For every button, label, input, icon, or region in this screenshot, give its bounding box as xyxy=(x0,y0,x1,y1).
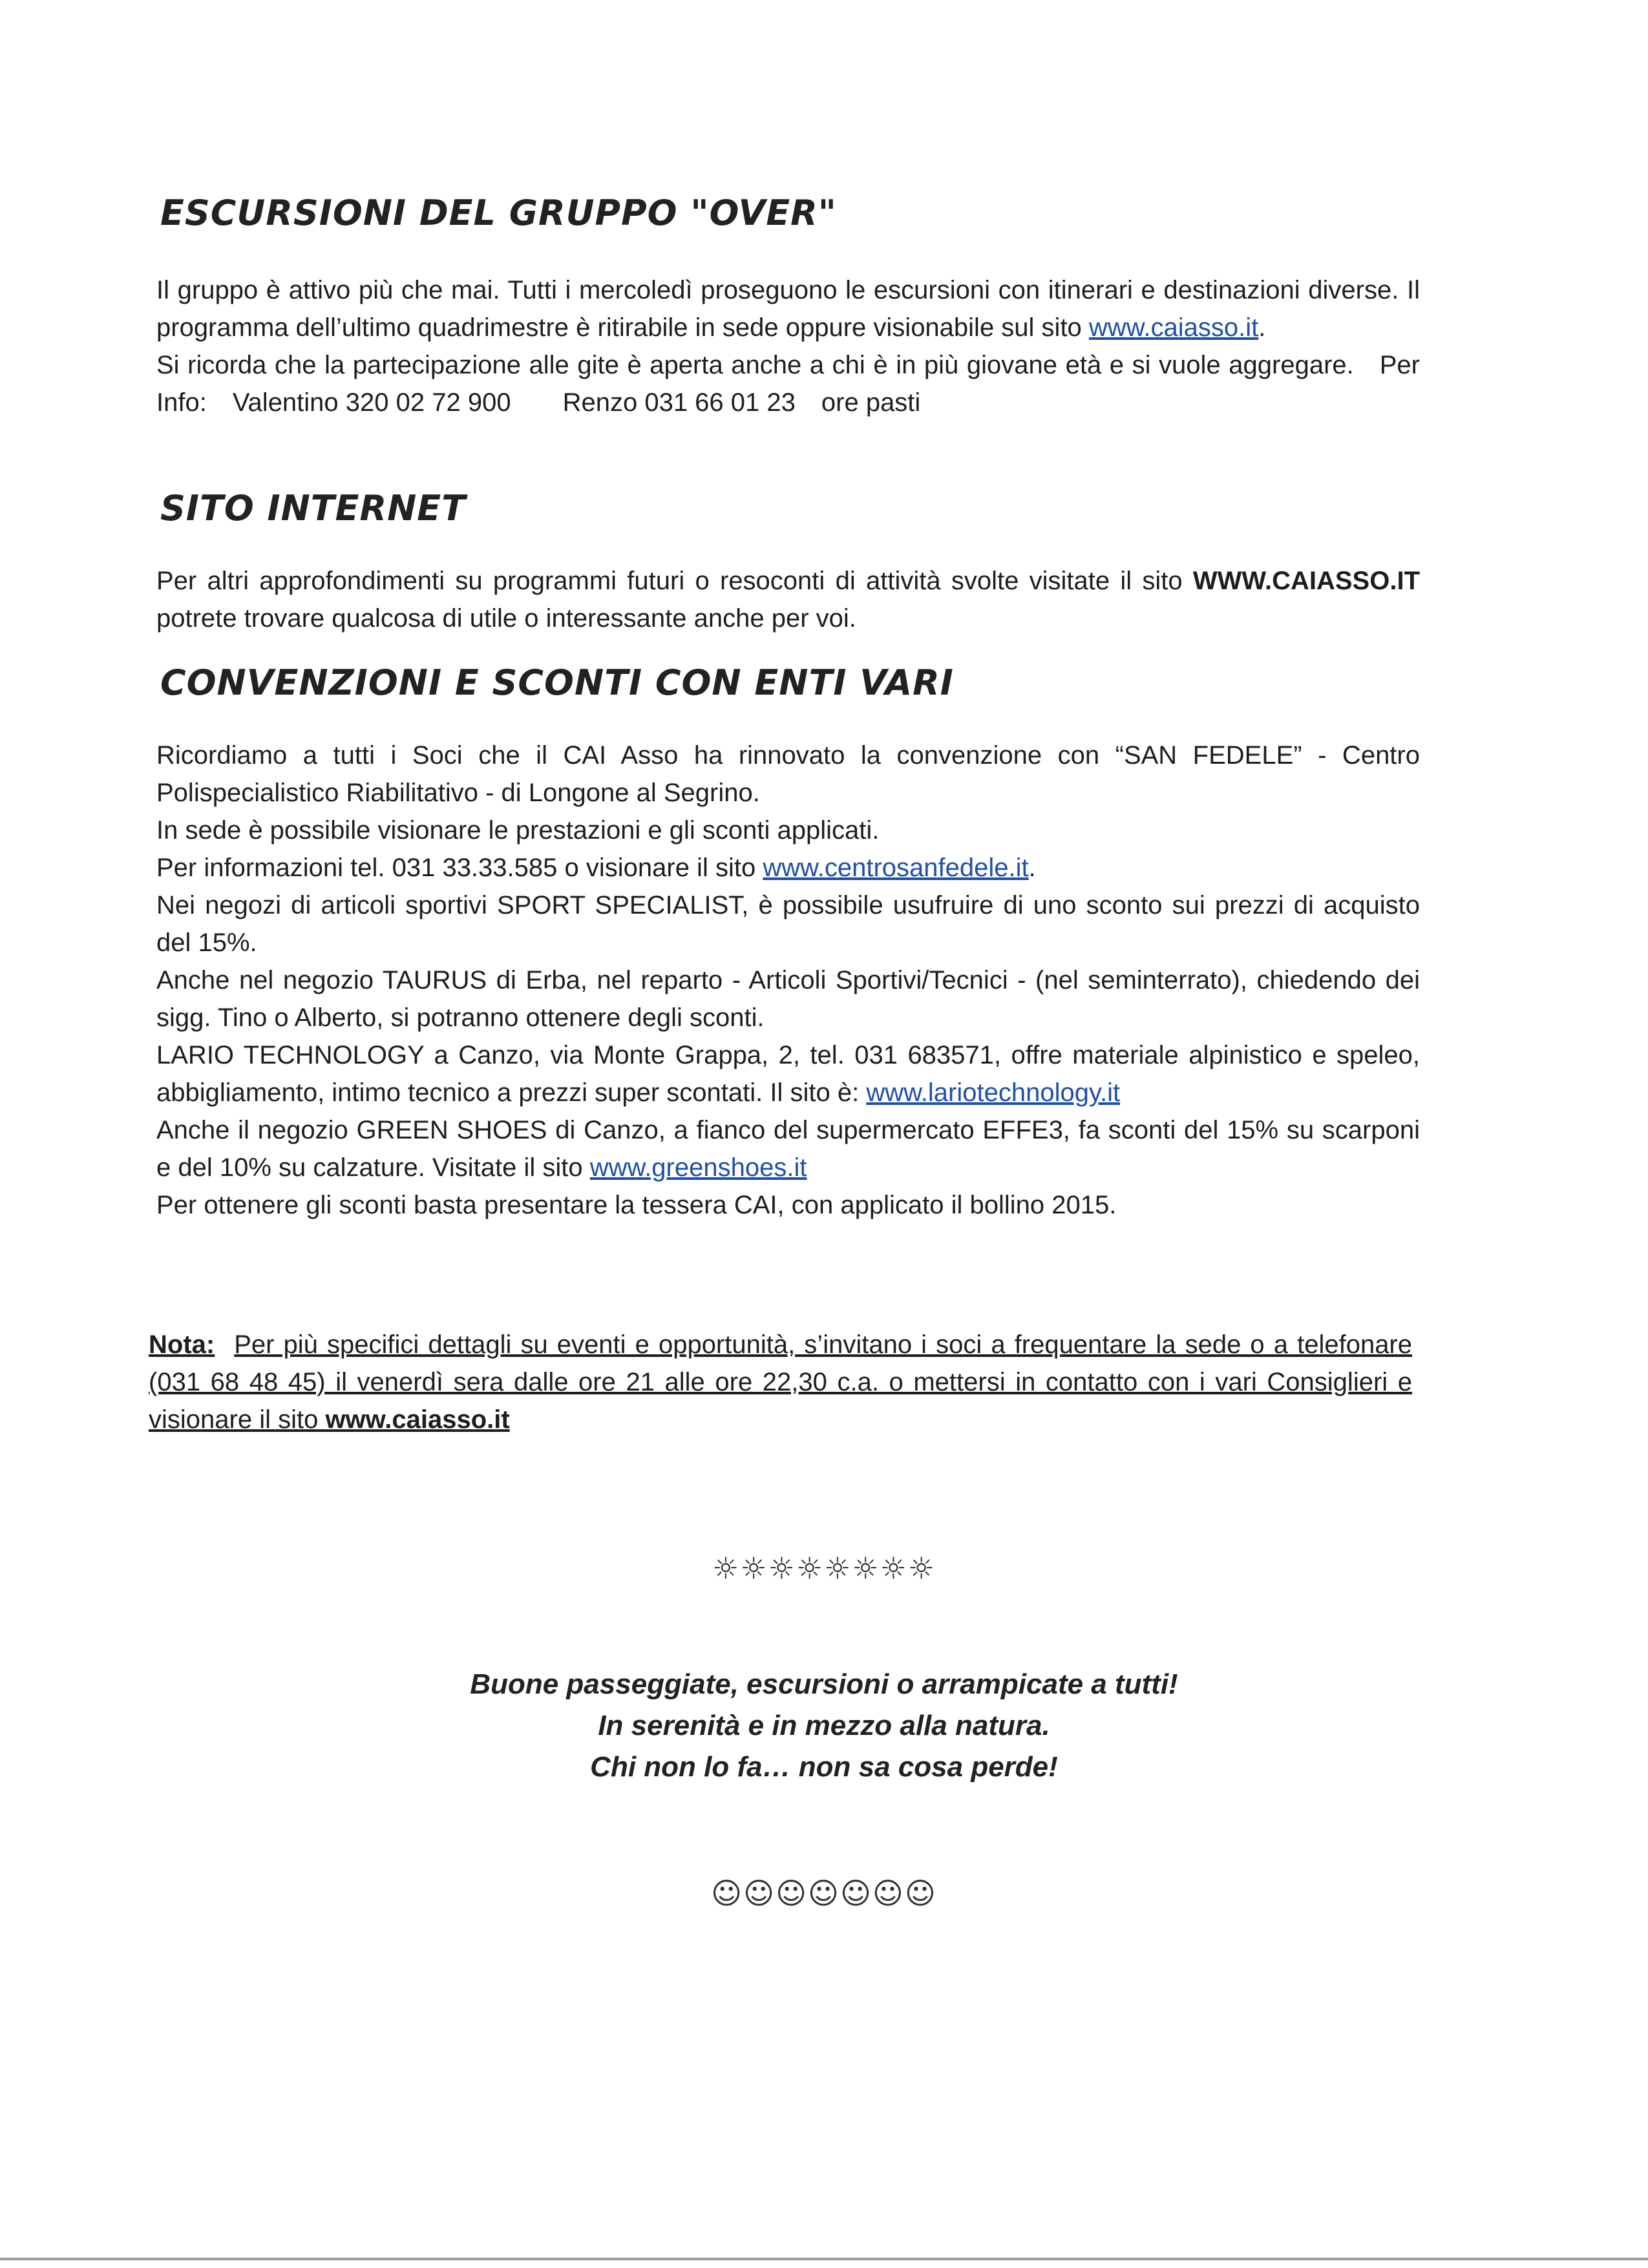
paragraph-info-san-fedele xyxy=(156,849,1420,887)
closing-line-3: Chi non lo fa… non sa cosa perde! xyxy=(590,1751,1058,1783)
paragraph-prestazioni: In sede è possibile visionare le prestazioni e gli sconti applicati. xyxy=(156,816,880,845)
centrosanfedele-link[interactable]: www.centrosanfedele.it xyxy=(763,854,1029,882)
lario-text: LARIO TECHNOLOGY a Canzo, via Monte Grappa, 2, tel. 031 683571, offre materiale alpinistico e speleo, abbigliamento, intimo tecnico a prezzi super scontati. Il sito è: xyxy=(156,1041,1420,1107)
sito-text-after: potrete trovare qualcosa di utile o interessante anche per voi. xyxy=(156,604,856,633)
info-san-fedele-text: Per informazioni tel. 031 33.33.585 o visionare il sito xyxy=(156,854,763,882)
lariotechnology-link[interactable]: www.lariotechnology.it xyxy=(866,1078,1121,1107)
scan-edge-line xyxy=(0,2258,1648,2260)
contact-suffix: ore pasti xyxy=(821,388,921,417)
paragraph-sport-specialist: Nei negozi di articoli sportivi SPORT SPECIALIST, è possibile usufruire di uno sconto sui prezzi di acquisto del 15%. xyxy=(156,891,1420,957)
paragraph-san-fedele: Ricordiamo a tutti i Soci che il CAI Asso ha rinnovato la convenzione con “SAN FEDELE” - Centro Polispecialistico Riabilitativo - di Longone al Segrino. xyxy=(156,741,1420,807)
paragraph-green-shoes xyxy=(156,1111,1420,1186)
paragraph-taurus: Anche nel negozio TAURUS di Erba, nel reparto - Articoli Sportivi/Tecnici - (nel seminterrato), chiedendo dei sigg. Tino o Alberto, si potranno ottenere degli sconti. xyxy=(156,966,1420,1032)
closing-line-2: In serenità e in mezzo alla natura. xyxy=(598,1710,1050,1741)
heading-escursioni-over: ESCURSIONI DEL GRUPPO "OVER" xyxy=(160,193,837,233)
smiley-divider-icon: ☺☺☺☺☺☺☺ xyxy=(711,1876,937,1911)
closing-message xyxy=(0,1664,1648,1788)
section-sito-internet xyxy=(156,562,1420,637)
note-block xyxy=(149,1326,1412,1438)
over-intro-text: Il gruppo è attivo più che mai. Tutti i mercoledì proseguono le escursioni con itinerari e destinazioni diverse. Il programma dell’ultimo quadrimestre è ritirabile in sede oppure visionabile sul sito xyxy=(156,276,1420,342)
heading-sito-internet: SITO INTERNET xyxy=(160,488,467,529)
paragraph-tessera: Per ottenere gli sconti basta presentare la tessera CAI, con applicato il bollino 2015. xyxy=(156,1191,1117,1219)
stars-divider-icon: ☼☼☼☼☼☼☼☼ xyxy=(712,1551,936,1586)
heading-convenzioni: CONVENZIONI E SCONTI CON ENTI VARI xyxy=(160,662,954,703)
over-info-text: Si ricorda che la partecipazione alle gite è aperta anche a chi è in più giovane età e si vuole aggregare. xyxy=(156,351,1354,379)
contact-renzo: Renzo 031 66 01 23 xyxy=(562,388,796,417)
over-intro-end: . xyxy=(1258,313,1266,342)
section-escursioni-over xyxy=(156,271,1420,421)
contact-valentino: Valentino 320 02 72 900 xyxy=(232,388,511,417)
green-shoes-text: Anche il negozio GREEN SHOES di Canzo, a fianco del supermercato EFFE3, fa sconti del 15% su scarponi e del 10% su calzature. Visitate il sito xyxy=(156,1116,1420,1182)
section-convenzioni xyxy=(156,737,1420,1224)
greenshoes-link[interactable]: www.greenshoes.it xyxy=(589,1153,807,1182)
info-label: Per Info: xyxy=(156,351,1420,417)
sito-text: Per altri approfondimenti su programmi futuri o resoconti di attività svolte visitate il sito xyxy=(156,567,1193,595)
paragraph-sito xyxy=(156,562,1420,637)
caiasso-link[interactable]: www.caiasso.it xyxy=(1088,313,1259,342)
note-site: www.caiasso.it xyxy=(325,1405,510,1434)
paragraph-lario-technology xyxy=(156,1036,1420,1111)
sito-address: WWW.CAIASSO.IT xyxy=(1192,567,1420,595)
info-san-fedele-end: . xyxy=(1028,854,1036,882)
note-label: Nota: xyxy=(149,1330,215,1359)
closing-line-1: Buone passeggiate, escursioni o arrampicate a tutti! xyxy=(470,1668,1178,1700)
note-text: Per più specifici dettagli su eventi e opportunità, s’invitano i soci a frequentare la sede o a telefonare (031 68 48 45) il venerdì sera dalle ore 21 alle ore 22,30 c.a. o mettersi in contatto con i vari Consiglieri e visionare il sito xyxy=(149,1330,1412,1434)
paragraph-over-info xyxy=(156,346,1420,421)
paragraph-over-intro xyxy=(156,271,1420,346)
